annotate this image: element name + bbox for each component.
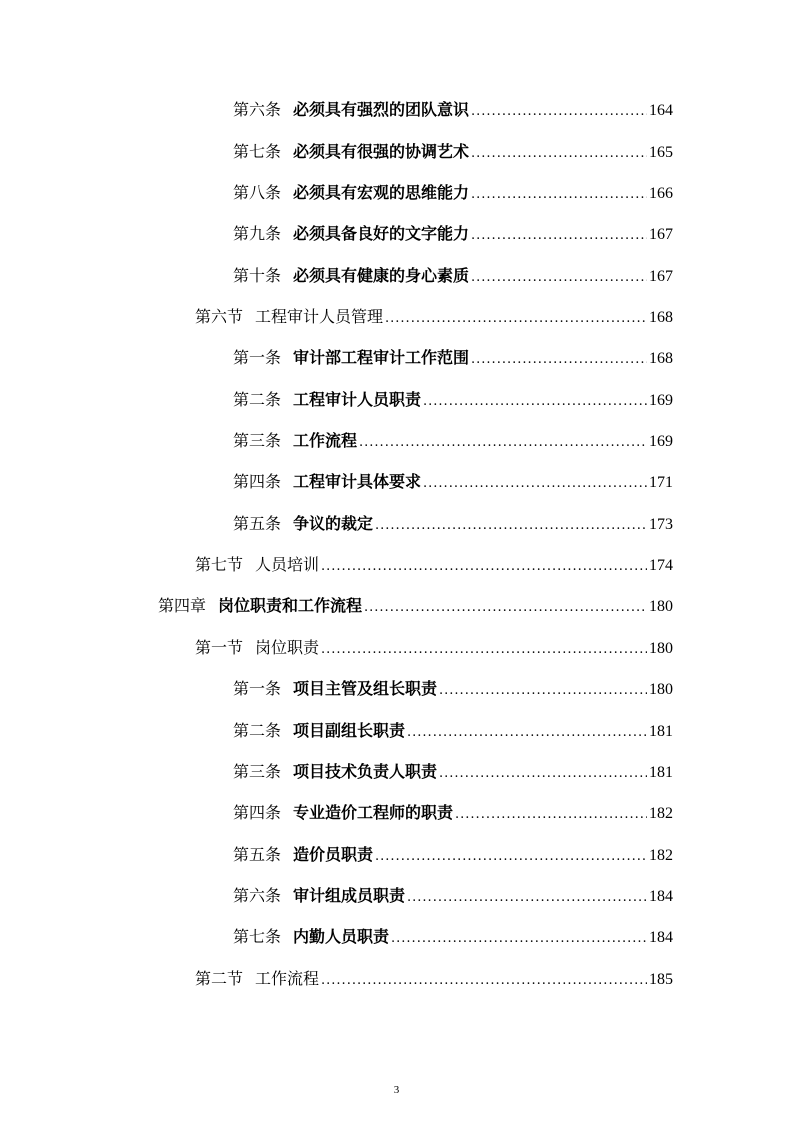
- toc-leader-dots: [359, 433, 647, 453]
- toc-entry[interactable]: [233, 886, 673, 908]
- toc-entry[interactable]: [195, 969, 673, 991]
- toc-entry-page: 174: [649, 557, 673, 574]
- toc-leader-dots: [471, 350, 647, 370]
- toc-entry-number: 第四条: [233, 803, 282, 822]
- toc-entry[interactable]: [233, 431, 673, 453]
- toc-entry-number: 第三条: [233, 431, 282, 450]
- toc-leader-dots: [439, 764, 647, 784]
- toc-entry-title: 项目技术负责人职责: [293, 762, 438, 781]
- toc-leader-dots: [321, 640, 647, 660]
- toc-leader-dots: [455, 805, 647, 825]
- toc-entry-title: 审计部工程审计工作范围: [293, 348, 470, 367]
- toc-entry-number: 第四条: [233, 472, 282, 491]
- toc-entry[interactable]: [233, 845, 673, 867]
- toc-entry-number: 第一条: [233, 348, 282, 367]
- toc-leader-dots: [391, 929, 647, 949]
- toc-entry-page: 181: [649, 764, 673, 781]
- toc-entry-page: 168: [649, 309, 673, 326]
- toc-entry-number: 第二条: [233, 721, 282, 740]
- toc-entry-number: 第八条: [233, 183, 282, 202]
- toc-entry-title: 工程审计具体要求: [293, 472, 422, 491]
- toc-entry[interactable]: [158, 596, 673, 618]
- toc-leader-dots: [375, 516, 647, 536]
- toc-leader-dots: [423, 392, 647, 412]
- toc-entry-number: 第三条: [233, 762, 282, 781]
- toc-entry-number: 第七条: [233, 142, 282, 161]
- toc-entry[interactable]: [233, 927, 673, 949]
- toc-leader-dots: [321, 557, 647, 577]
- toc-entry[interactable]: [195, 307, 673, 329]
- toc-leader-dots: [471, 102, 647, 122]
- toc-entry-number: 第二节: [195, 969, 244, 988]
- toc-entry[interactable]: [233, 679, 673, 701]
- toc-entry[interactable]: [195, 555, 673, 577]
- toc-entry-page: 167: [649, 268, 673, 285]
- toc-entry-page: 166: [649, 185, 673, 202]
- toc-entry-title: 岗位职责: [255, 638, 320, 657]
- toc-entry-title: 争议的裁定: [293, 514, 374, 533]
- toc-entry-title: 项目主管及组长职责: [293, 679, 438, 698]
- toc-leader-dots: [407, 723, 647, 743]
- toc-entry[interactable]: [233, 803, 673, 825]
- toc-entry-number: 第一节: [195, 638, 244, 657]
- toc-leader-dots: [385, 309, 647, 329]
- toc-entry[interactable]: [233, 142, 673, 164]
- toc-entry-number: 第五条: [233, 514, 282, 533]
- toc-entry-page: 184: [649, 888, 673, 905]
- toc-entry-title: 项目副组长职责: [293, 721, 406, 740]
- toc-entry-page: 180: [649, 598, 673, 615]
- toc-entry-title: 审计组成员职责: [293, 886, 406, 905]
- toc-entry-page: 182: [649, 847, 673, 864]
- toc-entry[interactable]: [233, 721, 673, 743]
- toc-entry[interactable]: [233, 348, 673, 370]
- toc-entry-page: 181: [649, 723, 673, 740]
- toc-entry[interactable]: [233, 390, 673, 412]
- toc-leader-dots: [471, 226, 647, 246]
- toc-entry-title: 工作流程: [293, 431, 358, 450]
- toc-leader-dots: [423, 474, 647, 494]
- toc-entry-number: 第六条: [233, 100, 282, 119]
- toc-entry[interactable]: [233, 472, 673, 494]
- toc-entry-title: 必须具有很强的协调艺术: [293, 142, 470, 161]
- toc-entry[interactable]: [233, 224, 673, 246]
- toc-entry-number: 第六节: [195, 307, 244, 326]
- toc-entry-title: 工程审计人员管理: [255, 307, 384, 326]
- page-number: 3: [393, 1084, 400, 1096]
- toc-entry-page: 168: [649, 350, 673, 367]
- toc-entry[interactable]: [195, 638, 673, 660]
- toc-entry-page: 169: [649, 433, 673, 450]
- toc-entry-number: 第四章: [158, 596, 207, 615]
- toc-entry-page: 173: [649, 516, 673, 533]
- toc-leader-dots: [439, 681, 647, 701]
- toc-entry-number: 第七条: [233, 927, 282, 946]
- toc-entry-title: 人员培训: [255, 555, 320, 574]
- toc-entry-title: 岗位职责和工作流程: [218, 596, 363, 615]
- toc-entry-number: 第七节: [195, 555, 244, 574]
- toc-entry-title: 造价员职责: [293, 845, 374, 864]
- toc-entry-title: 专业造价工程师的职责: [293, 803, 454, 822]
- toc-leader-dots: [407, 888, 647, 908]
- toc-entry-page: 182: [649, 805, 673, 822]
- toc-entry-title: 必须具有宏观的思维能力: [293, 183, 470, 202]
- toc-entry-title: 内勤人员职责: [293, 927, 390, 946]
- toc-entry[interactable]: [233, 514, 673, 536]
- toc-entry-page: 164: [649, 102, 673, 119]
- toc-entry-title: 工作流程: [255, 969, 320, 988]
- toc-entry[interactable]: [233, 100, 673, 122]
- toc-leader-dots: [375, 847, 647, 867]
- toc-entry-page: 180: [649, 681, 673, 698]
- toc-leader-dots: [471, 268, 647, 288]
- toc-entry-title: 必须具有强烈的团队意识: [293, 100, 470, 119]
- toc-entry-page: 171: [649, 474, 673, 491]
- toc-entry-page: 167: [649, 226, 673, 243]
- toc-entry-number: 第二条: [233, 390, 282, 409]
- toc-leader-dots: [471, 144, 647, 164]
- toc-entry-number: 第六条: [233, 886, 282, 905]
- toc-entry-number: 第一条: [233, 679, 282, 698]
- toc-leader-dots: [471, 185, 647, 205]
- toc-entry-title: 工程审计人员职责: [293, 390, 422, 409]
- toc-entry-page: 169: [649, 392, 673, 409]
- toc-entry-number: 第十条: [233, 266, 282, 285]
- toc-entry[interactable]: [233, 183, 673, 205]
- toc-leader-dots: [321, 971, 647, 991]
- toc-entry-number: 第五条: [233, 845, 282, 864]
- toc-entry-title: 必须具备良好的文字能力: [293, 224, 470, 243]
- toc-entry-page: 180: [649, 640, 673, 657]
- toc-entry-page: 185: [649, 971, 673, 988]
- toc-entry-page: 184: [649, 929, 673, 946]
- toc-entry-title: 必须具有健康的身心素质: [293, 266, 470, 285]
- toc-entry-page: 165: [649, 144, 673, 161]
- toc-entry[interactable]: [233, 762, 673, 784]
- toc-leader-dots: [364, 598, 647, 618]
- toc-entry-number: 第九条: [233, 224, 282, 243]
- toc-entry[interactable]: [233, 266, 673, 288]
